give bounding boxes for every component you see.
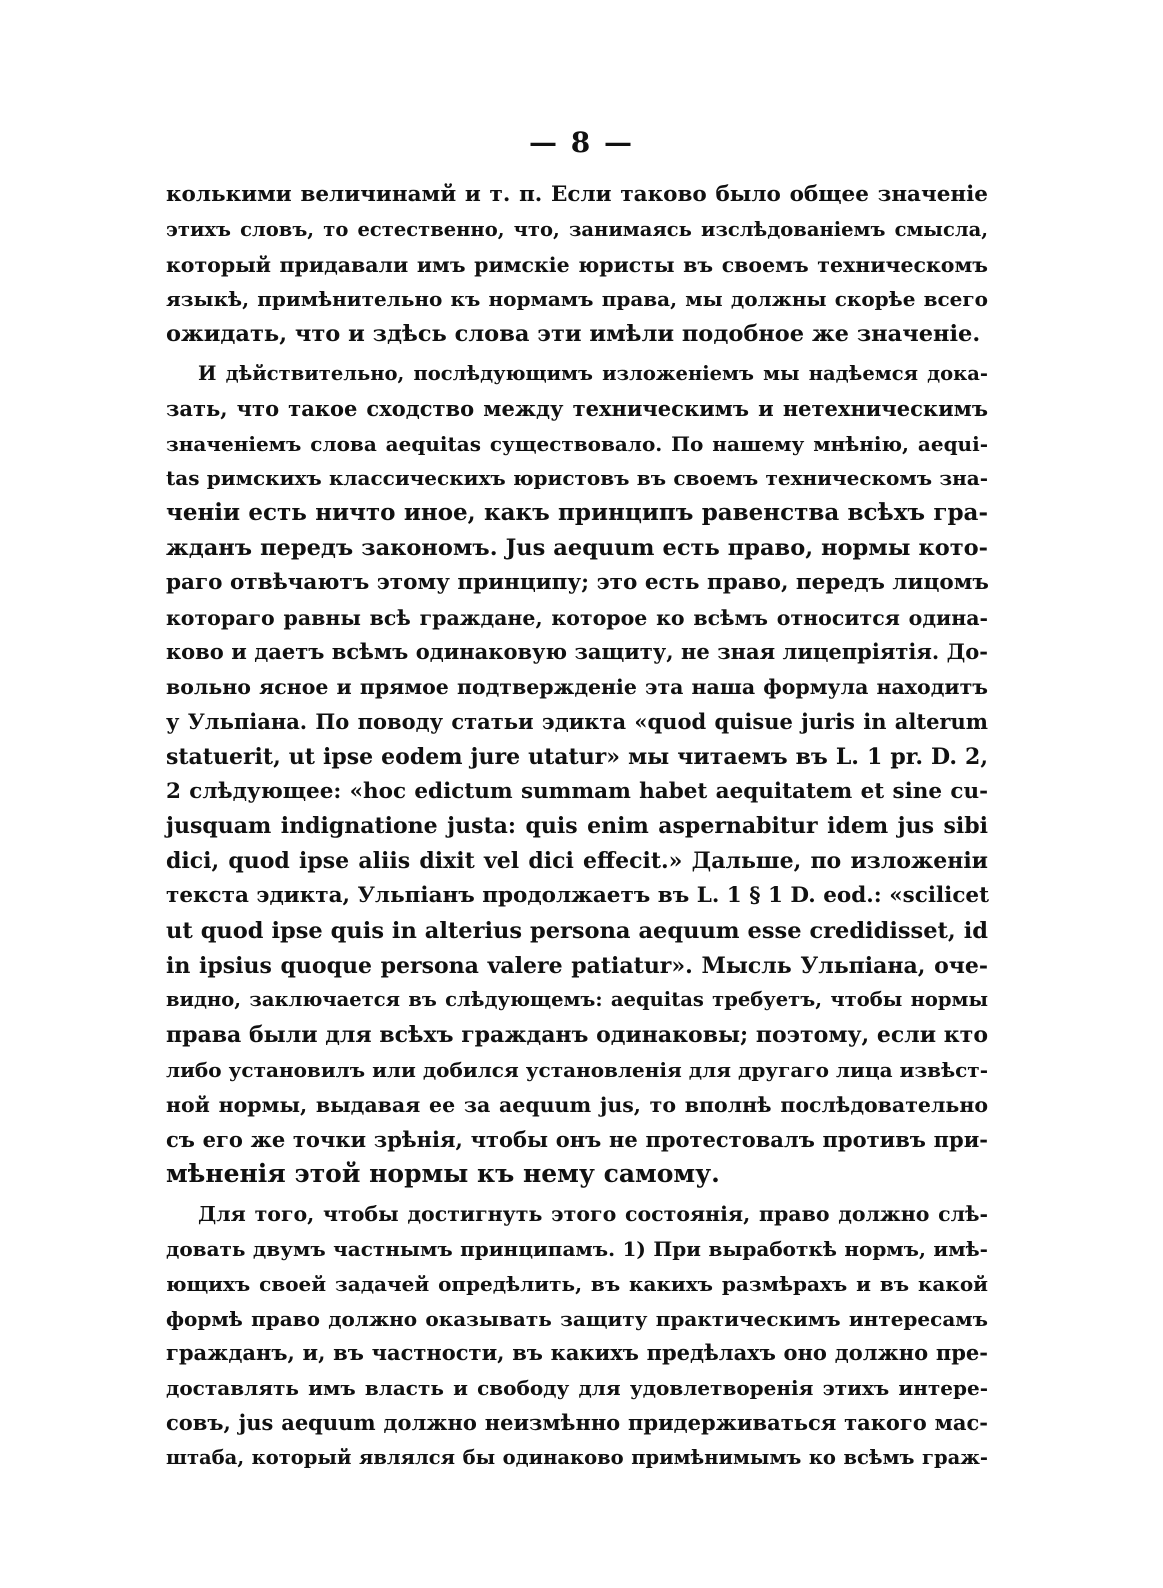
text-line: раго отвѣчаютъ этому принципу; это есть право, передъ лицомъ [166, 569, 989, 595]
text-line: ченіи есть ничто иное, какъ принципъ равенства всѣхъ гра- [166, 499, 988, 527]
text-line: ющихъ своей задачей опредѣлить, въ какихъ размѣрахъ и въ какой [166, 1271, 988, 1296]
text-line: права были для всѣхъ гражданъ одинаковы; поэтому, если кто [166, 1022, 988, 1049]
text-line: jusquam indignatione justa: quis enim aspernabitur idem jus sibi [166, 813, 988, 840]
text-line: доставлять имъ власть и свободу для удовлетворенія этихъ интере- [166, 1376, 988, 1401]
text-line: tas римскихъ классическихъ юристовъ въ своемъ техническомъ зна- [166, 466, 988, 491]
text-line: ково и даетъ всѣмъ одинаковую защиту, не зная лицепріятія. До- [166, 639, 988, 665]
text-line: довать двумъ частнымъ принципамъ. 1) При выработкѣ нормъ, имѣ- [166, 1236, 988, 1261]
text-line: языкѣ, примѣнительно къ нормамъ права, мы должны скорѣе всего [166, 287, 988, 312]
text-line: либо установилъ или добился установленія для другаго лица извѣст- [166, 1057, 988, 1082]
text-line: значеніемъ слова aequitas существовало. По нашему мнѣнію, aequi- [166, 431, 988, 456]
text-line: жданъ передъ закономъ. Jus aequum есть право, нормы кото- [166, 534, 988, 561]
text-line: in ipsius quoque persona valere patiatur». Мысль Ульпіана, оче- [166, 952, 988, 979]
text-line: statuerit, ut ipse eodem jure utatur» мы читаемъ въ L. 1 pr. D. 2, [166, 743, 988, 770]
page-number: — 8 — [529, 126, 634, 159]
text-line: котораго равны всѣ граждане, которое ко всѣмъ относится одина- [166, 605, 988, 630]
text-line: ной нормы, выдавая ее за aequum jus, то вполнѣ послѣдовательно [166, 1092, 988, 1117]
text-line: вольно ясное и прямое подтвержденіе эта наша формула находитъ [166, 675, 988, 700]
text-line: формѣ право должно оказывать защиту практическимъ интересамъ [166, 1306, 988, 1331]
text-line: И дѣйствительно, послѣдующимъ изложеніемъ мы надѣемся дока- [198, 361, 988, 385]
paragraph-3 [166, 1197, 988, 1475]
text-line: видно, заключается въ слѣдующемъ: aequitas требуетъ, чтобы нормы [166, 988, 988, 1012]
text-line: съ его же точки зрѣнія, чтобы онъ не протестовалъ противъ при- [166, 1126, 988, 1152]
text-line: гражданъ, и, въ частности, въ какихъ предѣлахъ оно должно пре- [166, 1340, 988, 1366]
text-line: Для того, чтобы достигнуть этого состоянія, право должно слѣ- [198, 1202, 988, 1227]
text-line: ut quod ipse quis in alterius persona aequum esse credidisset, id [166, 917, 988, 944]
page-text-body [166, 178, 988, 1475]
text-line: который придавали имъ римскіе юристы въ своемъ техническомъ [166, 252, 988, 277]
text-line: совъ, jus aequum должно неизмѣнно придерживаться такого мас- [166, 1409, 988, 1435]
text-line: ожидать, что и здѣсь слова эти имѣли подобное же значеніе. [166, 321, 981, 348]
text-line: этихъ словъ, то естественно, что, занимаясь изслѣдованіемъ смысла, [166, 217, 988, 241]
text-line: колькими величинамй и т. п. Если таково было общее значеніе [166, 182, 988, 207]
text-line: зать, что такое сходство между техническимъ и нетехническимъ [166, 395, 988, 421]
text-line: dici, quod ipse aliis dixit vel dici effecit.» Дальше, по изложеніи [166, 848, 988, 875]
paragraph-2 [166, 357, 988, 1192]
text-line: 2 слѣдующее: «hoc edictum summam habet aequitatem et sine cu- [166, 778, 988, 804]
text-line: у Ульпіана. По поводу статьи эдикта «quod quisue juris in alterum [166, 708, 988, 734]
paragraph-1 [166, 178, 988, 352]
text-line: текста эдикта, Ульпіанъ продолжаетъ въ L. 1 § 1 D. eod.: «scilicet [166, 882, 990, 908]
text-line: мѣненія этой нормы къ нему самому. [166, 1159, 720, 1189]
text-line: штаба, который являлся бы одинаково примѣнимымъ ко всѣмъ граж- [166, 1445, 988, 1469]
